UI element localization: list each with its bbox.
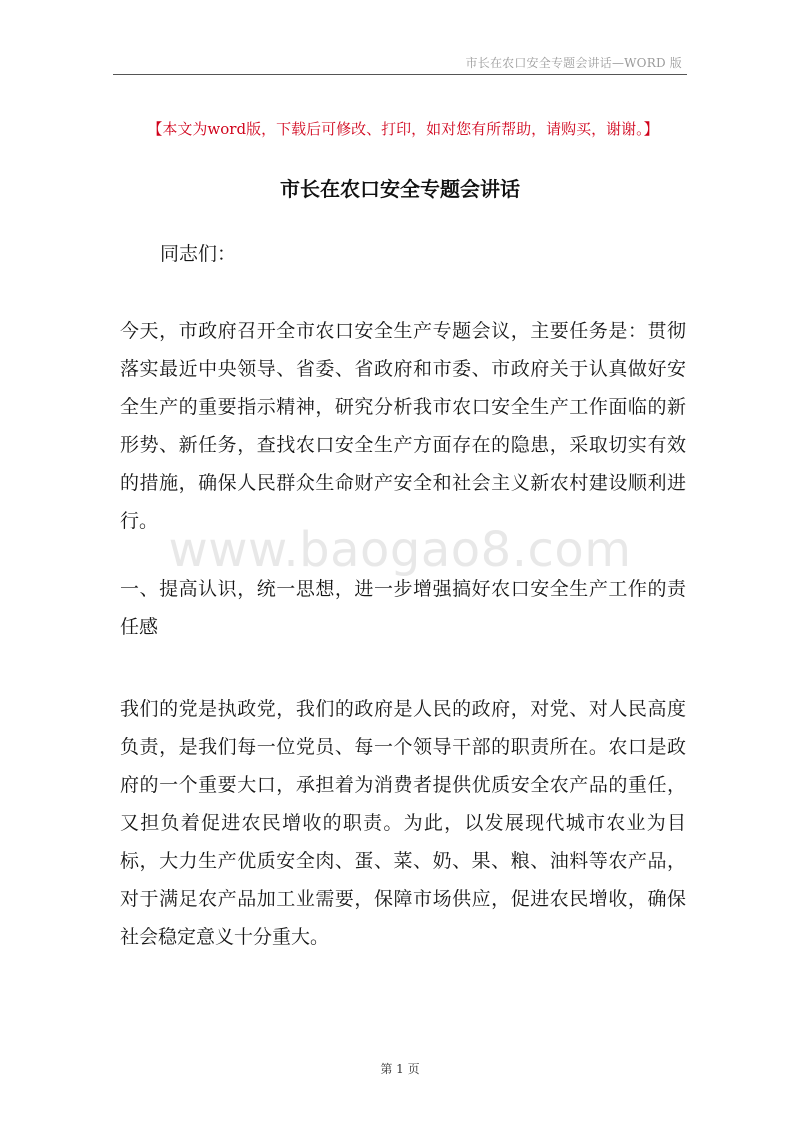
running-header: 市长在农口安全专题会讲话—WORD 版	[465, 56, 682, 70]
greeting: 同志们：	[160, 243, 237, 265]
paragraph-section-1: 我们的党是执政党，我们的政府是人民的政府，对党、对人民高度负责，是我们每一位党员、每一个领导干部的职责所在。农口是政府的一个重要大口，承担着为消费者提供优质安全农产品的重任，又担负着促进农民增收的职责。为此，以发展现代城市农业为目标，大力生产优质安全肉、蛋、菜、奶、果、粮、油料等农产品，对于满足农产品加工业需要，保障市场供应，促进农民增收，确保社会稳定意义十分重大。	[120, 698, 686, 948]
paragraph-intro: 今天，市政府召开全市农口安全生产专题会议，主要任务是：贯彻落实最近中央领导、省委、省政府和市委、市政府关于认真做好安全生产的重要指示精神，研究分析我市农口安全生产工作面临的新形势、新任务，查找农口安全生产方面存在的隐患，采取切实有效的措施，确保人民群众生命财产安全和社会主义新农村建设顺利进行。	[120, 320, 686, 532]
section-heading-1: 一、提高认识，统一思想，进一步增强搞好农口安全生产工作的责任感	[120, 578, 686, 638]
page-number: 第 1 页	[380, 1062, 420, 1076]
header-divider	[113, 74, 687, 75]
watermark: www.baogao8.com	[168, 522, 632, 578]
document-title: 市长在农口安全专题会讲话	[280, 177, 520, 201]
download-notice: 【本文为word版，下载后可修改、打印，如对您有所帮助，请购买，谢谢。】	[147, 120, 659, 138]
